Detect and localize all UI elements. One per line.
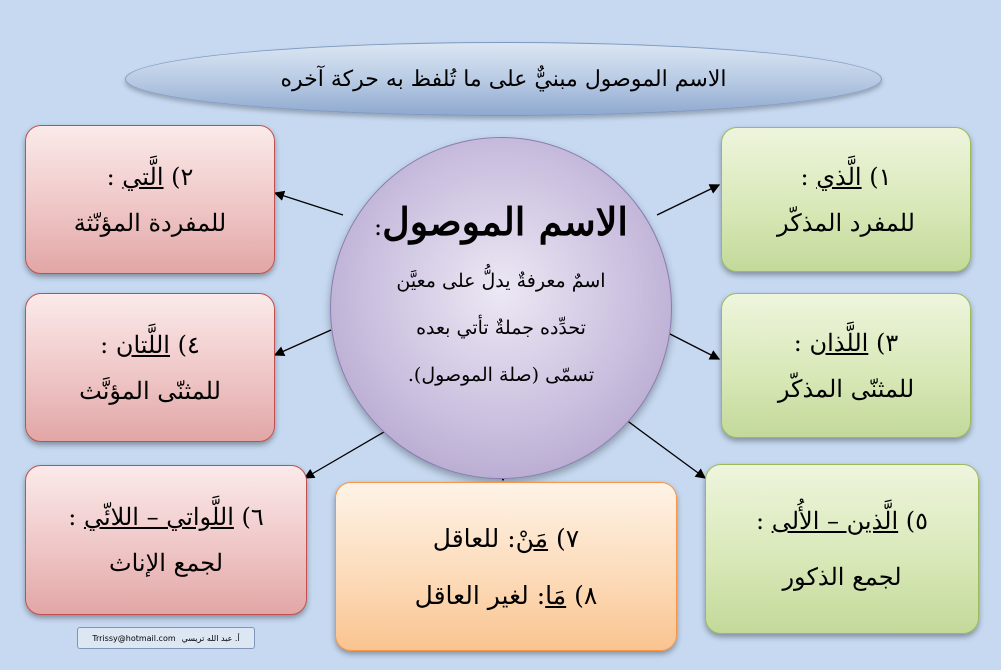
box-3-alladhan	[721, 293, 971, 438]
box-8-description: لغير العاقل	[414, 580, 529, 610]
center-heading-colon: :	[374, 213, 383, 241]
center-heading-text: الاسم الموصول	[382, 199, 628, 244]
author-credit	[77, 627, 255, 649]
center-heading	[374, 199, 628, 244]
box-5-alladhina	[705, 464, 979, 634]
arrow-to-box-1	[657, 185, 719, 215]
box-3-description: للمثنّى المذكّر	[777, 374, 915, 403]
arrow-to-box-3	[668, 333, 719, 359]
box-7-line	[433, 524, 579, 553]
box-8-word: مَا	[545, 580, 567, 610]
box-1-heading	[801, 163, 892, 191]
center-line-3: تسمّى (صلة الموصول).	[407, 364, 595, 386]
box-6-allawati	[25, 465, 307, 615]
box-1-alladhi	[721, 127, 971, 272]
box-4-number: ٤)	[177, 330, 200, 359]
box-1-colon: :	[800, 162, 809, 191]
box-6-word: اللَّواتي – اللائّي	[83, 503, 234, 531]
box-4-description: للمثنّى المؤنَّث	[79, 376, 221, 405]
box-5-description: لجمع الذكور	[782, 563, 902, 591]
box-7-word: مَنْ	[515, 523, 549, 553]
center-line-1: اسمٌ معرفةٌ يدلُّ على معيَّن	[396, 270, 606, 292]
box-6-heading	[68, 503, 264, 531]
title-oval	[125, 42, 882, 116]
arrow-to-box-6	[305, 425, 396, 478]
arrow-to-box-5	[618, 414, 705, 478]
center-definition-circle	[330, 137, 672, 479]
box-8-number: ٨)	[574, 580, 598, 610]
center-line-2: تحدِّده جملةٌ تأتي بعده	[416, 317, 586, 339]
box-4-allatan	[25, 293, 275, 442]
box-3-heading	[794, 329, 898, 357]
box-3-number: ٣)	[875, 328, 899, 357]
title-text: الاسم الموصول مبنيٌّ على ما تُلفظ به حركة آخره	[280, 66, 727, 92]
box-2-heading	[107, 163, 194, 191]
box-6-description: لجمع الإناث	[108, 549, 224, 577]
box-2-allati	[25, 125, 275, 274]
box-1-number: ١)	[869, 162, 892, 191]
box-2-description: للمفردة المؤنّثة	[73, 208, 227, 237]
arrow-to-box-4	[275, 330, 331, 355]
box-4-colon: :	[100, 330, 109, 359]
box-5-number: ٥)	[905, 507, 929, 535]
box-2-word: الَّتي	[122, 162, 164, 191]
box-78-man-ma	[335, 482, 677, 651]
box-3-word: اللَّذان	[809, 328, 869, 357]
box-4-heading	[100, 331, 200, 359]
box-8-line	[415, 581, 598, 610]
box-6-number: ٦)	[241, 503, 264, 531]
box-6-colon: :	[68, 503, 77, 531]
box-7-colon: :	[507, 523, 516, 553]
box-1-description: للمفرد المذكّر	[777, 208, 915, 237]
box-1-word: الَّذي	[816, 162, 862, 191]
credit-email: Trrissy@hotmail.com	[92, 633, 176, 643]
box-5-word: الَّذين – الأُلى	[771, 507, 899, 535]
arrow-to-box-2	[275, 193, 343, 215]
box-3-colon: :	[793, 328, 802, 357]
box-2-colon: :	[106, 162, 115, 191]
box-4-word: اللَّتان	[115, 330, 170, 359]
box-7-number: ٧)	[556, 523, 580, 553]
box-7-description: للعاقل	[432, 523, 500, 553]
box-8-colon: :	[536, 580, 546, 610]
box-5-colon: :	[755, 507, 765, 535]
box-5-heading	[756, 507, 928, 535]
box-2-number: ٢)	[171, 162, 194, 191]
credit-name: أ. عبد الله تريسي	[181, 633, 240, 643]
